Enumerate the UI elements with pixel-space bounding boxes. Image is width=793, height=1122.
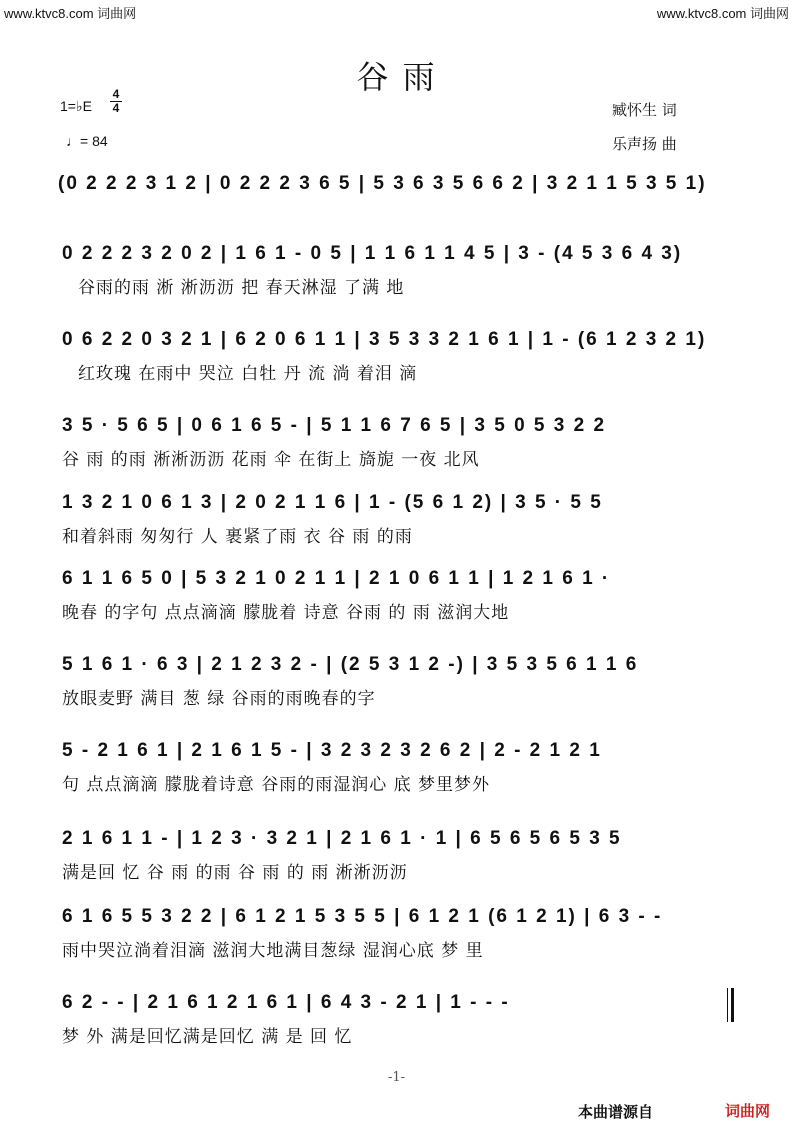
site-watermark-right: www.ktvc8.com 词曲网 bbox=[656, 6, 789, 21]
lyrics-line-2: 谷雨的雨 淅 淅沥沥 把 春天淋湿 了满 地 bbox=[78, 278, 405, 298]
brand-logo: 词曲网 bbox=[725, 1102, 771, 1120]
notation-line-9: 2 1 6 1 1 - | 1 2 3 · 3 2 1 | 2 1 6 1 · 1 | 6 5 6 5 6 5 3 5 bbox=[62, 828, 622, 849]
site-watermark-left: www.ktvc8.com 词曲网 bbox=[4, 6, 137, 21]
notation-line-4: 3 5 · 5 6 5 | 0 6 1 6 5 - | 5 1 1 6 7 6 5 | 3 5 0 5 3 2 2 bbox=[62, 415, 607, 436]
lyrics-line-4: 谷 雨 的雨 淅淅沥沥 花雨 伞 在街上 旖旎 一夜 北风 bbox=[62, 450, 480, 470]
lyrics-line-11: 梦 外 满是回忆满是回忆 满 是 回 忆 bbox=[62, 1027, 353, 1047]
notation-line-7: 5 1 6 1 · 6 3 | 2 1 2 3 2 - | (2 5 3 1 2 -) | 3 5 3 5 6 1 1 6 bbox=[62, 654, 639, 675]
final-barline-thin bbox=[727, 988, 728, 1022]
tempo-mark: ♩= 84 bbox=[66, 133, 108, 149]
lyrics-line-5: 和着斜雨 匆匆行 人 裹紧了雨 衣 谷 雨 的雨 bbox=[62, 527, 413, 547]
time-numerator: 4 bbox=[112, 87, 120, 101]
time-signature bbox=[110, 88, 122, 115]
lyrics-line-3: 红玫瑰 在雨中 哭泣 白牡 丹 流 淌 着泪 滴 bbox=[78, 364, 418, 384]
page-number: -1- bbox=[387, 1070, 406, 1085]
lyrics-line-10: 雨中哭泣淌着泪滴 滋润大地满目葱绿 湿润心底 梦 里 bbox=[62, 941, 484, 961]
notation-line-5: 1 3 2 1 0 6 1 3 | 2 0 2 1 1 6 | 1 - (5 6 1 2) | 3 5 · 5 5 bbox=[62, 492, 603, 513]
lyrics-line-6: 晚春 的字句 点点滴滴 朦胧着 诗意 谷雨 的 雨 滋润大地 bbox=[62, 603, 510, 623]
notation-line-6: 6 1 1 6 5 0 | 5 3 2 1 0 2 1 1 | 2 1 0 6 1 1 | 1 2 1 6 1 · bbox=[62, 568, 611, 589]
time-denominator: 4 bbox=[110, 101, 122, 115]
lyricist-credit: 臧怀生 词 bbox=[612, 101, 677, 119]
notation-line-1: (0 2 2 2 3 1 2 | 0 2 2 2 3 6 5 | 5 3 6 3 5 6 6 2 | 3 2 1 1 5 3 5 1) bbox=[58, 173, 707, 194]
source-label: 本曲谱源自 bbox=[578, 1103, 654, 1121]
song-title: 谷 雨 bbox=[356, 58, 437, 96]
lyrics-line-9: 满是回 忆 谷 雨 的雨 谷 雨 的 雨 淅淅沥沥 bbox=[62, 863, 408, 883]
lyrics-line-8: 句 点点滴滴 朦胧着诗意 谷雨的雨湿润心 底 梦里梦外 bbox=[62, 775, 491, 795]
lyrics-line-7: 放眼麦野 满目 葱 绿 谷雨的雨晚春的字 bbox=[62, 689, 376, 709]
final-barline-thick bbox=[731, 988, 734, 1022]
notation-line-8: 5 - 2 1 6 1 | 2 1 6 1 5 - | 3 2 3 2 3 2 6 2 | 2 - 2 1 2 1 bbox=[62, 740, 602, 761]
notation-line-2: 0 2 2 2 3 2 0 2 | 1 6 1 - 0 5 | 1 1 6 1 1 4 5 | 3 - (4 5 3 6 4 3) bbox=[62, 243, 683, 264]
notation-line-11: 6 2 - - | 2 1 6 1 2 1 6 1 | 6 4 3 - 2 1 | 1 - - - bbox=[62, 992, 510, 1013]
key-signature: 1=♭E bbox=[60, 98, 92, 114]
composer-credit: 乐声扬 曲 bbox=[612, 135, 677, 153]
notation-line-10: 6 1 6 5 5 3 2 2 | 6 1 2 1 5 3 5 5 | 6 1 2 1 (6 1 2 1) | 6 3 - - bbox=[62, 906, 663, 927]
notation-line-3: 0 6 2 2 0 3 2 1 | 6 2 0 6 1 1 | 3 5 3 3 2 1 6 1 | 1 - (6 1 2 3 2 1) bbox=[62, 329, 707, 350]
